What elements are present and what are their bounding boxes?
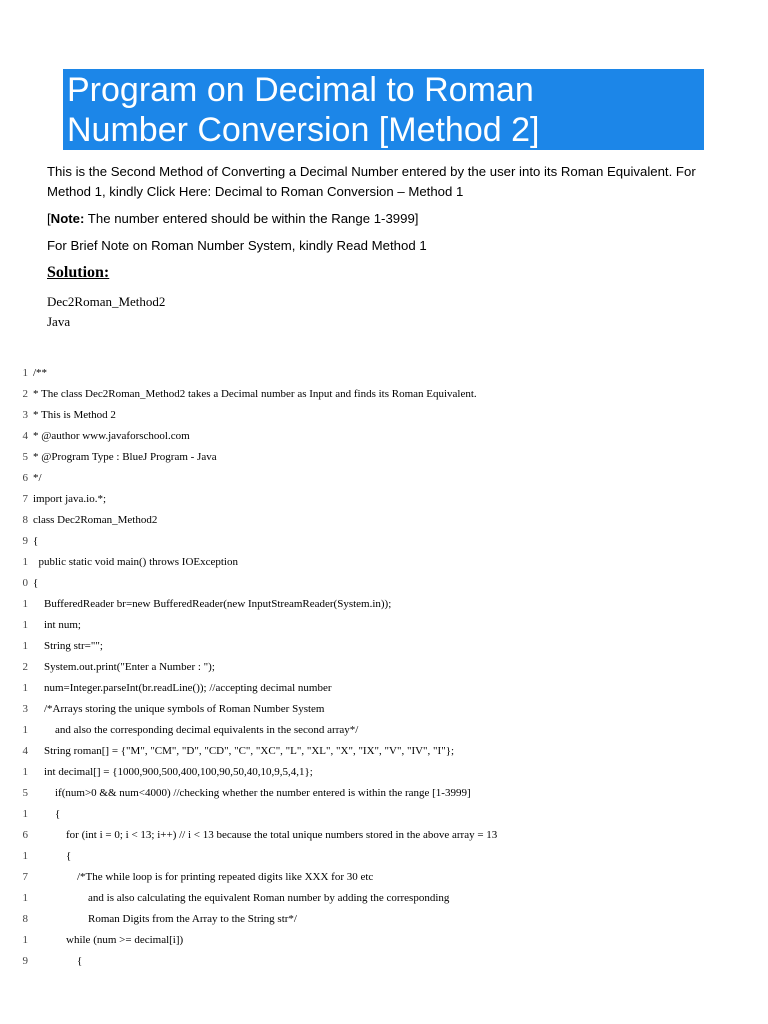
range-note — [47, 209, 418, 229]
line-number: 9 — [22, 955, 28, 967]
line-number: 4 — [22, 745, 28, 757]
line-number: 3 — [22, 703, 28, 715]
code-block — [0, 363, 768, 972]
code-text: public static void main() throws IOException — [33, 556, 238, 568]
code-text: and is also calculating the equivalent Roman number by adding the corresponding — [33, 892, 450, 904]
code-line — [0, 720, 768, 741]
code-text: for (int i = 0; i < 13; i++) // i < 13 because the total unique numbers stored in the above array = 13 — [33, 829, 498, 841]
code-line — [0, 405, 768, 426]
file-language: Java — [47, 314, 71, 329]
line-number: 1 — [22, 934, 28, 946]
code-line — [0, 888, 768, 909]
note-open-bracket: [ — [47, 211, 51, 226]
code-line — [0, 552, 768, 573]
code-text: while (num >= decimal[i]) — [33, 934, 184, 946]
line-number: 9 — [22, 535, 28, 547]
code-text: int num; — [33, 619, 81, 631]
line-number: 8 — [22, 514, 28, 526]
line-number: 1 — [22, 682, 28, 694]
brief-note: For Brief Note on Roman Number System, kindly Read Method 1 — [47, 238, 427, 253]
code-line — [0, 825, 768, 846]
code-text: * @author www.javaforschool.com — [33, 430, 190, 442]
code-text: /*Arrays storing the unique symbols of Roman Number System — [33, 703, 325, 715]
file-name: Dec2Roman_Method2 — [47, 294, 166, 309]
code-text: /*The while loop is for printing repeated digits like XXX for 30 etc — [33, 871, 374, 883]
code-text: { — [33, 850, 72, 862]
line-number: 1 — [22, 598, 28, 610]
code-text: Roman Digits from the Array to the String str*/ — [33, 913, 297, 925]
code-text: { — [33, 808, 61, 820]
line-number: 6 — [22, 829, 28, 841]
code-text: * @Program Type : BlueJ Program - Java — [33, 451, 217, 463]
line-number: 1 — [22, 367, 28, 379]
line-number: 1 — [22, 850, 28, 862]
code-line — [0, 846, 768, 867]
line-number: 5 — [22, 451, 28, 463]
code-line — [0, 384, 768, 405]
title-banner — [63, 69, 704, 150]
line-number: 1 — [22, 766, 28, 778]
code-text: { — [33, 577, 39, 589]
code-line — [0, 594, 768, 615]
code-line — [0, 615, 768, 636]
code-text: num=Integer.parseInt(br.readLine()); //accepting decimal number — [33, 682, 332, 694]
note-text: The number entered should be within the Range 1-3999] — [84, 211, 419, 226]
code-line — [0, 909, 768, 930]
code-text: class Dec2Roman_Method2 — [33, 514, 158, 526]
line-number: 7 — [22, 493, 28, 505]
code-line — [0, 867, 768, 888]
code-text: and also the corresponding decimal equivalents in the second array*/ — [33, 724, 359, 736]
code-line — [0, 930, 768, 951]
line-number: 1 — [22, 556, 28, 568]
code-text: System.out.print("Enter a Number : "); — [33, 661, 215, 673]
intro-line-1: This is the Second Method of Converting a Decimal Number entered by the user into its Roman Equivalent. For — [47, 164, 696, 179]
line-number: 1 — [22, 724, 28, 736]
code-line — [0, 762, 768, 783]
code-line — [0, 468, 768, 489]
code-line — [0, 741, 768, 762]
code-text: if(num>0 && num<4000) //checking whether the number entered is within the range [1-3999] — [33, 787, 471, 799]
line-number: 1 — [22, 892, 28, 904]
line-number: 3 — [22, 409, 28, 421]
code-line — [0, 531, 768, 552]
line-number: 1 — [22, 640, 28, 652]
code-line — [0, 363, 768, 384]
code-line — [0, 573, 768, 594]
line-number: 2 — [22, 661, 28, 673]
line-number: 4 — [22, 430, 28, 442]
line-number: 6 — [22, 472, 28, 484]
solution-heading: Solution: — [47, 264, 110, 281]
code-line — [0, 951, 768, 972]
code-line — [0, 699, 768, 720]
code-line — [0, 636, 768, 657]
line-number: 5 — [22, 787, 28, 799]
intro-paragraph — [47, 162, 732, 202]
code-line — [0, 804, 768, 825]
code-text: String roman[] = {"M", "CM", "D", "CD", "C", "XC", "L", "XL", "X", "IX", "V", "IV", "I"}; — [33, 745, 455, 757]
line-number: 8 — [22, 913, 28, 925]
code-text: { — [33, 955, 83, 967]
line-number: 1 — [22, 808, 28, 820]
code-text: String str=""; — [33, 640, 103, 652]
code-text: int decimal[] = {1000,900,500,400,100,90,50,40,10,9,5,4,1}; — [33, 766, 313, 778]
code-text: BufferedReader br=new BufferedReader(new InputStreamReader(System.in)); — [33, 598, 392, 610]
line-number: 0 — [22, 577, 28, 589]
code-text: */ — [33, 472, 42, 484]
line-number: 2 — [22, 388, 28, 400]
page-title-line-1: Program on Decimal to Roman — [67, 71, 534, 109]
page-title-line-2: Number Conversion [Method 2] — [67, 111, 540, 149]
code-line — [0, 447, 768, 468]
code-line — [0, 657, 768, 678]
code-line — [0, 678, 768, 699]
line-number: 7 — [22, 871, 28, 883]
code-text: { — [33, 535, 39, 547]
code-text: import java.io.*; — [33, 493, 107, 505]
code-line — [0, 783, 768, 804]
note-label: Note: — [50, 211, 85, 226]
code-text: /** — [33, 367, 48, 379]
code-line — [0, 426, 768, 447]
code-text: * This is Method 2 — [33, 409, 116, 421]
code-text: * The class Dec2Roman_Method2 takes a Decimal number as Input and finds its Roman Equivalent. — [33, 388, 477, 400]
intro-line-2[interactable]: Method 1, kindly Click Here: Decimal to Roman Conversion – Method 1 — [47, 184, 464, 199]
code-line — [0, 489, 768, 510]
file-meta — [47, 292, 165, 332]
code-line — [0, 510, 768, 531]
line-number: 1 — [22, 619, 28, 631]
